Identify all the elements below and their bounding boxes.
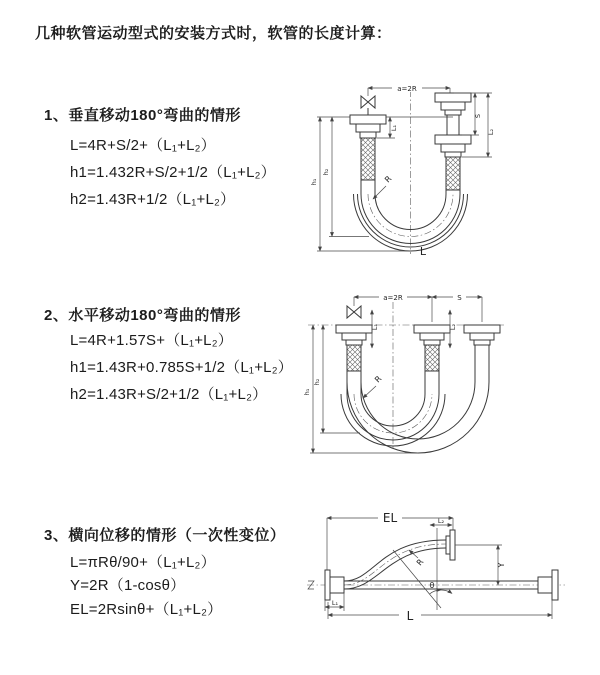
section-3-formula-L: L=πRθ/90+（L₁+L₂） (70, 554, 216, 571)
section-2-heading: 2、水平移动180°弯曲的情形 (44, 307, 241, 324)
d3-radius-label: R (414, 557, 426, 568)
d3-left-flange-block (330, 577, 344, 593)
section-1-formula-L: L=4R+S/2+（L₁+L₂） (70, 137, 216, 154)
d3-dim-l1-label: L₁ (331, 599, 339, 607)
d2-dim-a2r-label: a=2R (383, 294, 403, 302)
d2-dim-h1-label: h₁ (303, 388, 311, 396)
d2-right-flange-mid (470, 333, 494, 340)
d3-angle-arc-left (430, 590, 442, 594)
d3-scurve-centerline (344, 544, 446, 585)
d3-upper-flange-hub (446, 536, 450, 554)
d1-dim-a2r-label: a=2R (397, 85, 417, 93)
d3-angle-arc-right (441, 590, 452, 594)
d2-mid-flange-mid (420, 333, 444, 340)
section-3-heading: 3、横向位移的情形（一次性变位） (44, 527, 286, 544)
d1-right-flange-low-mid (441, 144, 465, 152)
d1-dim-h2-label: h₂ (322, 168, 330, 176)
d2-valve-icon-right (354, 306, 361, 318)
d1-right-neck-top (445, 110, 461, 115)
d1-right-braid (446, 157, 460, 190)
d3-dim-l2-label: L₂ (437, 517, 445, 525)
d2-radius-label: R (373, 374, 384, 385)
d2-left-flange-mid (342, 333, 366, 340)
d2-mid-neck (424, 340, 440, 345)
d1-valve-icon-right (368, 96, 375, 108)
d2-mid-braid (425, 345, 439, 371)
page-title: 几种软管运动型式的安装方式时，软管的长度计算： (35, 25, 392, 42)
d2-right-neck (474, 340, 490, 345)
section-1-formula-h1: h1=1.432R+S/2+1/2（L₁+L₂） (70, 164, 276, 181)
d1-right-flange-top-mid (441, 102, 465, 110)
d2-dim-s-label: S (457, 294, 462, 302)
d3-right-flange-plate (552, 570, 558, 600)
d3-dim-el-label: EL (382, 511, 398, 525)
d1-radius-label: R (383, 174, 394, 185)
d2-left-neck (346, 340, 362, 345)
d3-dim-y-label: Y (497, 562, 506, 568)
d1-left-neck (360, 132, 376, 138)
section-2-formula-L: L=4R+1.57S+（L₁+L₂） (70, 332, 233, 349)
d2-left-braid (347, 345, 361, 371)
d1-dim-l2-label: L₂ (487, 128, 495, 136)
section-3-formula-Y: Y=2R（1-cosθ） (70, 577, 186, 594)
d1-dim-h1-label: h₁ (310, 178, 318, 186)
d1-length-label: L (419, 245, 427, 258)
d2-radius-arrow (363, 386, 376, 398)
d3-scurve-top-wall (344, 540, 446, 581)
section-3-formula-EL: EL=2Rsinθ+（L₁+L₂） (70, 601, 223, 618)
section-1-heading: 1、垂直移动180°弯曲的情形 (44, 107, 241, 124)
d2-hose2-inner-arc (361, 382, 475, 439)
d3-dim-l-label: L (406, 609, 414, 623)
d2-right-flange (464, 325, 500, 333)
d3-right-flange-block (538, 577, 552, 593)
diagram-horizontal-180-bend (300, 282, 570, 472)
d1-left-flange (350, 115, 386, 124)
d1-right-flange-low (435, 135, 471, 144)
diagram-vertical-180-bend (303, 60, 568, 260)
d1-dim-s-label: S (474, 113, 482, 119)
d1-dim-l1-label: L₁ (390, 124, 398, 132)
d3-angle-theta-label: θ (429, 581, 435, 590)
d3-upper-flange-plate (450, 530, 455, 560)
section-1-formula-h2: h2=1.43R+1/2（L₁+L₂） (70, 191, 236, 208)
d2-dim-l2-label: L₂ (449, 323, 457, 331)
d2-valve-icon (347, 306, 354, 318)
d1-right-flange-top (435, 93, 471, 102)
d2-dim-l1-label: L₁ (371, 323, 379, 331)
d2-left-flange (336, 325, 372, 333)
d1-left-flange-mid (356, 124, 380, 132)
d1-valve-icon (361, 96, 368, 108)
d3-left-flange-plate (325, 570, 330, 600)
section-2-formula-h1: h1=1.43R+0.785S+1/2（L₁+L₂） (70, 359, 293, 376)
d1-right-neck-low (445, 152, 461, 157)
d1-left-braid (361, 138, 375, 180)
d2-mid-flange (414, 325, 450, 333)
d2-dim-h2-label: h₂ (313, 378, 321, 386)
diagram-lateral-displacement (295, 500, 595, 660)
section-2-formula-h2: h2=1.43R+S/2+1/2（L₁+L₂） (70, 386, 268, 403)
